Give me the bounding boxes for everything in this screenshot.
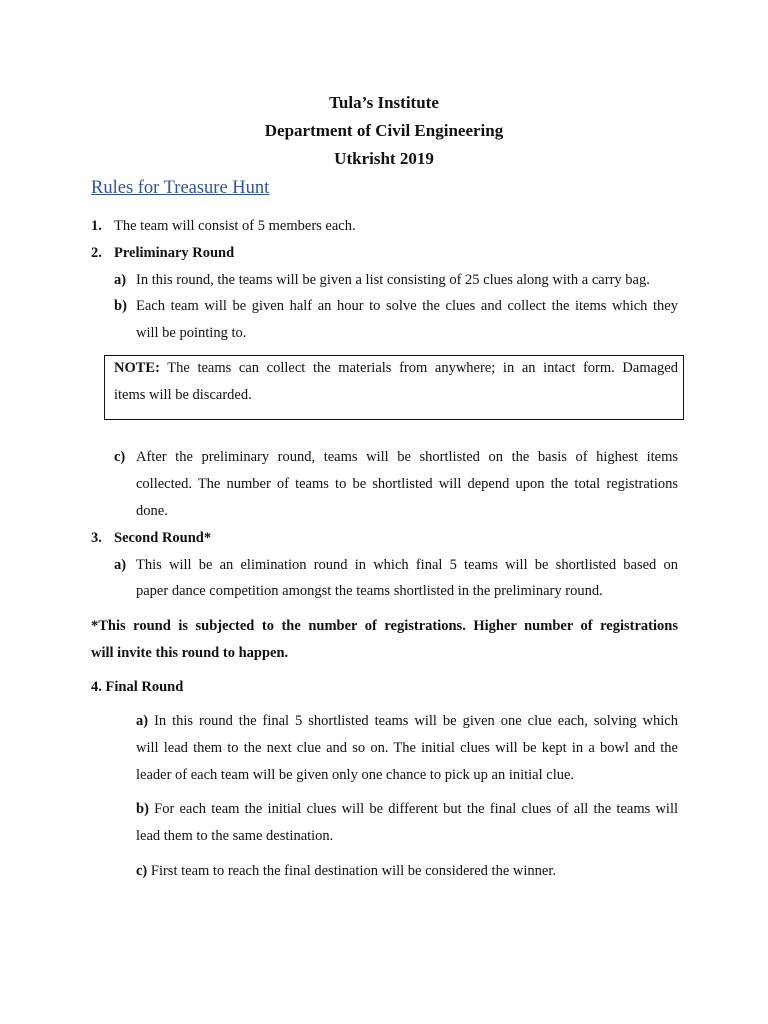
rule-4b-line-2: lead them to the same destination. xyxy=(136,828,334,844)
rule-2b-label: b) xyxy=(114,298,127,314)
rule-2c-line-2: collected. The number of teams to be shortlisted will depend upon the total registrations xyxy=(136,476,678,492)
rule-4a-line-3: leader of each team will be given only one chance to pick up an initial clue. xyxy=(136,767,575,783)
rule-4c-line xyxy=(136,863,556,880)
rule-3-heading: Second Round* xyxy=(114,530,212,546)
rule-2c-label: c) xyxy=(114,449,126,465)
footnote-line-1: *This round is subjected to the number of registrations. Higher number of registrations xyxy=(91,618,678,634)
rule-4b-label: b) xyxy=(136,801,149,817)
rule-4a-label: a) xyxy=(136,713,149,729)
rule-2-number: 2. xyxy=(91,245,102,261)
note-label: NOTE: xyxy=(114,360,160,376)
rule-2c-line-1: After the preliminary round, teams will be shortlisted on the basis of highest items xyxy=(136,449,678,465)
rule-1-text: The team will consist of 5 members each. xyxy=(114,218,356,234)
rule-1-number: 1. xyxy=(91,218,102,234)
rule-4-heading: 4. Final Round xyxy=(91,679,184,695)
rule-3a-line-2: paper dance competition amongst the teams shortlisted in the preliminary round. xyxy=(136,583,603,599)
department-name: Department of Civil Engineering xyxy=(264,121,504,140)
event-name: Utkrisht 2019 xyxy=(334,149,434,168)
rule-4b-text: For each team the initial clues will be different but the final clues of all the teams will xyxy=(154,801,679,817)
footnote-line-2: will invite this round to happen. xyxy=(91,645,289,661)
rule-2-heading: Preliminary Round xyxy=(114,245,235,261)
rule-4c-label: c) xyxy=(136,863,148,879)
page-title: Rules for Treasure Hunt xyxy=(91,178,270,198)
rule-4b-line-1 xyxy=(136,801,678,818)
rule-2a-label: a) xyxy=(114,272,127,288)
rule-2c-line-3: done. xyxy=(136,503,168,519)
rule-4a-line-2: will lead them to the next clue and so on. The initial clues will be kept in a bowl and the xyxy=(136,740,678,756)
rule-3a-label: a) xyxy=(114,557,127,573)
rule-4a-text: In this round the final 5 shortlisted teams will be given one clue each, solving which xyxy=(154,713,678,729)
note-line-2: items will be discarded. xyxy=(114,387,252,403)
rule-2b-line-1: Each team will be given half an hour to solve the clues and collect the items which they xyxy=(136,298,678,314)
note-line-1 xyxy=(114,360,678,377)
rule-3a-line-1: This will be an elimination round in which final 5 teams will be shortlisted based on xyxy=(136,557,678,573)
rule-3-number: 3. xyxy=(91,530,102,546)
note-text: The teams can collect the materials from anywhere; in an intact form. Damaged xyxy=(167,360,678,376)
rule-2b-line-2: will be pointing to. xyxy=(136,325,247,341)
rule-2a-text: In this round, the teams will be given a list consisting of 25 clues along with a carry bag. xyxy=(136,272,650,288)
institute-name: Tula’s Institute xyxy=(329,93,439,112)
rule-4a-line-1 xyxy=(136,713,678,730)
rule-4c-text: First team to reach the final destination will be considered the winner. xyxy=(150,863,556,879)
